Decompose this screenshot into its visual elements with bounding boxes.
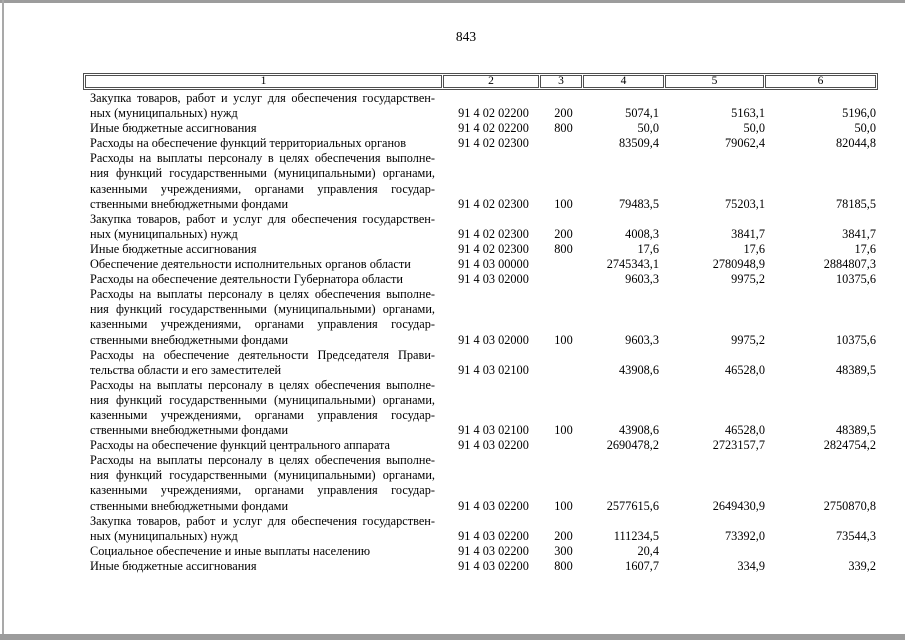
row-code: 91 4 02 02200 bbox=[458, 121, 529, 136]
row-name-line: Расходы на обеспечение деятельности Губернатора области bbox=[90, 272, 403, 287]
row-expense-kind bbox=[542, 136, 585, 151]
row-name bbox=[83, 151, 445, 211]
table-header-row bbox=[83, 73, 878, 90]
row-name bbox=[83, 438, 445, 453]
row-code: 91 4 03 02200 bbox=[458, 543, 529, 558]
row-amount-3: 3841,7 bbox=[842, 226, 876, 241]
page-edge-left bbox=[2, 0, 4, 640]
row-code: 91 4 02 02300 bbox=[458, 241, 529, 256]
row-name-line: ственными внебюджетными фондами bbox=[90, 498, 289, 513]
row-amount-2: 3841,7 bbox=[731, 226, 765, 241]
row-name-line: Расходы на выплаты персоналу в целях обеспечения выполне- bbox=[90, 453, 435, 468]
table-row bbox=[83, 151, 878, 211]
table-row bbox=[83, 212, 878, 242]
row-amount-3: 2750870,8 bbox=[823, 498, 876, 513]
table-header-col-5: 5 bbox=[665, 75, 764, 88]
row-amount-2: 9975,2 bbox=[731, 272, 765, 287]
row-expense-kind bbox=[542, 257, 585, 272]
table-header-col-2: 2 bbox=[443, 75, 539, 88]
row-name-line: тельства области и его заместителей bbox=[90, 362, 282, 377]
row-name-line: Расходы на обеспечение деятельности Председателя Прави- bbox=[90, 347, 435, 362]
table-row bbox=[83, 272, 878, 287]
row-name-line: Обеспечение деятельности исполнительных органов области bbox=[90, 257, 411, 272]
row-amount-1: 4008,3 bbox=[625, 226, 659, 241]
table-header-col-1: 1 bbox=[85, 75, 442, 88]
row-name-line: Социальное обеспечение и иные выплаты населению bbox=[90, 543, 371, 558]
row-name bbox=[83, 212, 445, 242]
row-amount-2: 46528,0 bbox=[725, 362, 765, 377]
budget-table bbox=[83, 73, 878, 574]
table-row bbox=[83, 559, 878, 574]
row-name bbox=[83, 136, 445, 151]
row-name bbox=[83, 559, 445, 574]
row-amount-1: 2745343,1 bbox=[606, 257, 659, 272]
row-amount-3: 5196,0 bbox=[842, 106, 876, 121]
row-name-line: ных (муниципальных) нужд bbox=[90, 106, 238, 121]
row-name bbox=[83, 453, 445, 513]
row-expense-kind: 800 bbox=[554, 558, 573, 573]
table-row bbox=[83, 121, 878, 136]
row-code: 91 4 02 02200 bbox=[458, 106, 529, 121]
row-amount-2: 2780948,9 bbox=[712, 257, 765, 272]
row-amount-2: 79062,4 bbox=[725, 136, 765, 151]
row-amount-3: 82044,8 bbox=[836, 136, 876, 151]
row-amount-3: 10375,6 bbox=[836, 272, 876, 287]
row-name-line: Иные бюджетные ассигнования bbox=[90, 558, 257, 573]
row-code: 91 4 03 02000 bbox=[458, 272, 529, 287]
row-name-line: Расходы на выплаты персоналу в целях обеспечения выполне- bbox=[90, 151, 435, 166]
row-amount-3: 50,0 bbox=[854, 121, 876, 136]
table-row bbox=[83, 257, 878, 272]
row-name-line: ния функций государственными (муниципальными) органами, bbox=[90, 302, 435, 317]
row-name-line: ных (муниципальных) нужд bbox=[90, 226, 238, 241]
row-amount-2 bbox=[667, 544, 767, 559]
row-expense-kind: 100 bbox=[554, 332, 573, 347]
row-name-line: ния функций государственными (муниципальными) органами, bbox=[90, 166, 435, 181]
row-amount-1: 111234,5 bbox=[613, 528, 659, 543]
row-name bbox=[83, 121, 445, 136]
row-amount-3: 48389,5 bbox=[836, 423, 876, 438]
row-amount-1: 1607,7 bbox=[625, 558, 659, 573]
row-name-line: Закупка товаров, работ и услуг для обеспечения государствен- bbox=[90, 513, 435, 528]
row-name-line: Закупка товаров, работ и услуг для обеспечения государствен- bbox=[90, 211, 435, 226]
row-name-line: Расходы на обеспечение функций центрального аппарата bbox=[90, 438, 390, 453]
page-edge-bottom bbox=[0, 634, 905, 640]
row-expense-kind: 200 bbox=[554, 106, 573, 121]
table-row bbox=[83, 136, 878, 151]
row-name-line: казенными учреждениями, органами управления государ- bbox=[90, 181, 435, 196]
row-name-line: казенными учреждениями, органами управления государ- bbox=[90, 407, 435, 422]
row-name bbox=[83, 242, 445, 257]
row-expense-kind: 200 bbox=[554, 528, 573, 543]
table-header-col-4: 4 bbox=[583, 75, 664, 88]
row-code: 91 4 03 02200 bbox=[458, 558, 529, 573]
row-expense-kind: 800 bbox=[554, 241, 573, 256]
row-name-line: Иные бюджетные ассигнования bbox=[90, 121, 257, 136]
table-row bbox=[83, 91, 878, 121]
row-amount-3: 339,2 bbox=[848, 558, 876, 573]
row-amount-3: 73544,3 bbox=[836, 528, 876, 543]
row-amount-2: 2649430,9 bbox=[712, 498, 765, 513]
row-name-line: ственными внебюджетными фондами bbox=[90, 332, 289, 347]
row-name-line: казенными учреждениями, органами управления государ- bbox=[90, 483, 435, 498]
row-code: 91 4 03 02000 bbox=[458, 332, 529, 347]
row-name bbox=[83, 287, 445, 347]
row-code: 91 4 03 02200 bbox=[458, 498, 529, 513]
row-expense-kind: 300 bbox=[554, 543, 573, 558]
row-amount-2: 46528,0 bbox=[725, 423, 765, 438]
table-header-col-3: 3 bbox=[540, 75, 582, 88]
table-row bbox=[83, 438, 878, 453]
row-amount-1: 2690478,2 bbox=[606, 438, 659, 453]
table-row bbox=[83, 348, 878, 378]
row-name-line: Закупка товаров, работ и услуг для обеспечения государствен- bbox=[90, 91, 435, 105]
table-header-col-6: 6 bbox=[765, 75, 876, 88]
table-body bbox=[83, 91, 878, 574]
row-code: 91 4 02 02300 bbox=[458, 196, 529, 211]
row-amount-1: 79483,5 bbox=[619, 196, 659, 211]
page-edge-top bbox=[0, 0, 905, 3]
row-name bbox=[83, 378, 445, 438]
row-name bbox=[83, 91, 445, 121]
row-amount-2: 17,6 bbox=[743, 241, 765, 256]
row-amount-2: 5163,1 bbox=[731, 106, 765, 121]
row-code: 91 4 03 00000 bbox=[458, 257, 529, 272]
row-name bbox=[83, 348, 445, 378]
table-row bbox=[83, 287, 878, 347]
row-expense-kind bbox=[542, 272, 585, 287]
row-amount-1: 43908,6 bbox=[619, 423, 659, 438]
row-expense-kind: 100 bbox=[554, 423, 573, 438]
row-expense-kind bbox=[542, 438, 585, 453]
row-name-line: казенными учреждениями, органами управления государ- bbox=[90, 317, 435, 332]
row-name-line: Расходы на обеспечение функций территориальных органов bbox=[90, 136, 406, 151]
row-name-line: ственными внебюджетными фондами bbox=[90, 196, 289, 211]
row-amount-1: 20,4 bbox=[637, 543, 659, 558]
row-name-line: Расходы на выплаты персоналу в целях обеспечения выполне- bbox=[90, 287, 435, 302]
row-expense-kind: 800 bbox=[554, 121, 573, 136]
page-number: 843 bbox=[455, 29, 477, 44]
row-amount-3: 78185,5 bbox=[836, 196, 876, 211]
row-amount-2: 9975,2 bbox=[731, 332, 765, 347]
row-amount-3: 2824754,2 bbox=[823, 438, 876, 453]
table-row bbox=[83, 514, 878, 544]
row-name-line: Расходы на выплаты персоналу в целях обеспечения выполне- bbox=[90, 377, 435, 392]
row-expense-kind: 200 bbox=[554, 226, 573, 241]
row-code: 91 4 02 02300 bbox=[458, 226, 529, 241]
row-name-line: ния функций государственными (муниципальными) органами, bbox=[90, 392, 435, 407]
row-amount-2: 334,9 bbox=[737, 558, 765, 573]
row-name bbox=[83, 514, 445, 544]
row-amount-1: 5074,1 bbox=[625, 106, 659, 121]
row-name-line: ния функций государственными (муниципальными) органами, bbox=[90, 468, 435, 483]
row-amount-2: 75203,1 bbox=[725, 196, 765, 211]
row-name-line: ных (муниципальных) нужд bbox=[90, 528, 238, 543]
row-code: 91 4 02 02300 bbox=[458, 136, 529, 151]
row-amount-3: 10375,6 bbox=[836, 332, 876, 347]
row-amount-1: 17,6 bbox=[637, 241, 659, 256]
row-name-line: ственными внебюджетными фондами bbox=[90, 423, 289, 438]
row-amount-1: 9603,3 bbox=[625, 272, 659, 287]
row-amount-1: 50,0 bbox=[637, 121, 659, 136]
row-code: 91 4 03 02200 bbox=[458, 438, 529, 453]
row-code: 91 4 03 02100 bbox=[458, 423, 529, 438]
table-row bbox=[83, 378, 878, 438]
table-row bbox=[83, 544, 878, 559]
row-name bbox=[83, 544, 445, 559]
row-expense-kind: 100 bbox=[554, 498, 573, 513]
row-amount-1: 2577615,6 bbox=[606, 498, 659, 513]
table-row bbox=[83, 453, 878, 513]
row-amount-3: 2884807,3 bbox=[823, 257, 876, 272]
row-amount-1: 9603,3 bbox=[625, 332, 659, 347]
row-amount-3: 17,6 bbox=[854, 241, 876, 256]
row-amount-1: 83509,4 bbox=[619, 136, 659, 151]
row-amount-3: 48389,5 bbox=[836, 362, 876, 377]
row-name bbox=[83, 272, 445, 287]
row-amount-2: 50,0 bbox=[743, 121, 765, 136]
table-row bbox=[83, 242, 878, 257]
row-name bbox=[83, 257, 445, 272]
row-amount-1: 43908,6 bbox=[619, 362, 659, 377]
row-name-line: Иные бюджетные ассигнования bbox=[90, 241, 257, 256]
row-amount-2: 2723157,7 bbox=[712, 438, 765, 453]
row-code: 91 4 03 02200 bbox=[458, 528, 529, 543]
row-expense-kind bbox=[542, 348, 585, 378]
row-expense-kind: 100 bbox=[554, 196, 573, 211]
row-code: 91 4 03 02100 bbox=[458, 362, 529, 377]
row-amount-2: 73392,0 bbox=[725, 528, 765, 543]
row-amount-3 bbox=[767, 544, 878, 559]
